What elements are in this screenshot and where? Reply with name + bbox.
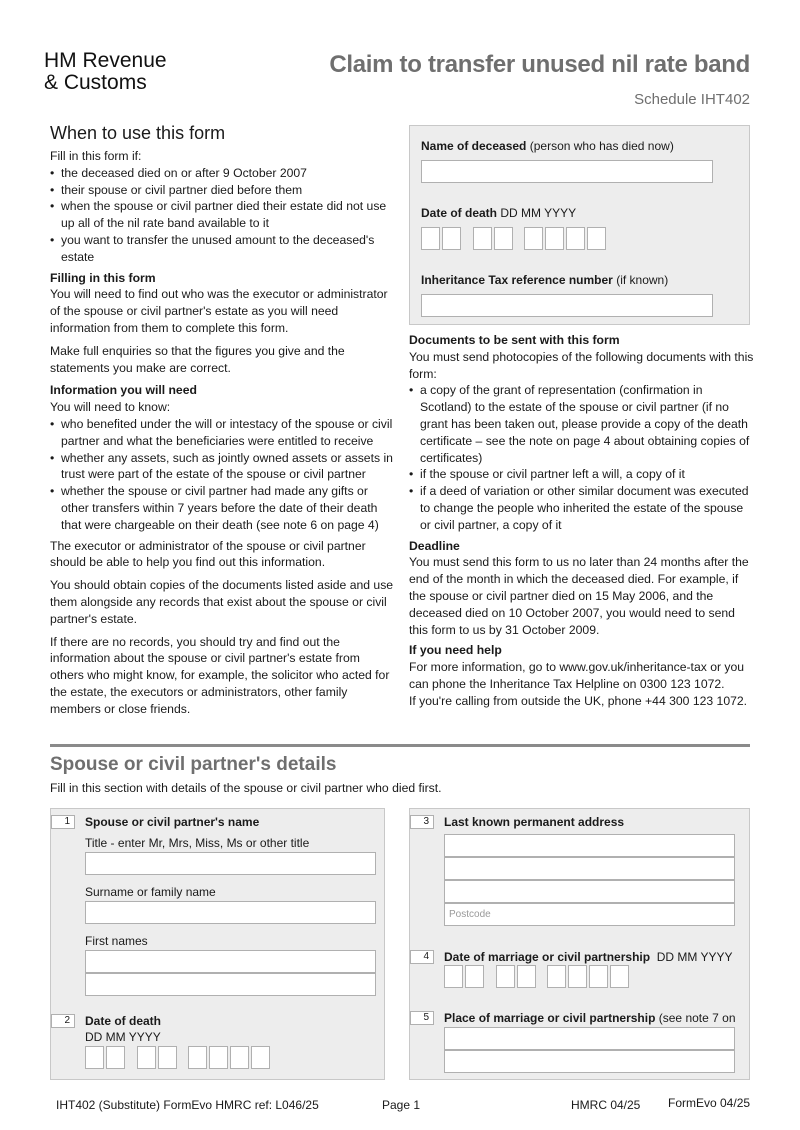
footer-page-number: Page 1 — [382, 1098, 421, 1112]
first-names-input-2[interactable] — [85, 973, 376, 996]
when-to-use-heading: When to use this form — [50, 123, 226, 143]
day-digit-1[interactable] — [85, 1046, 104, 1069]
info-heading: Information you will need — [50, 383, 197, 398]
year-digit-1[interactable] — [524, 227, 543, 250]
year-digit-4[interactable] — [610, 965, 629, 988]
q1-number: 1 — [51, 815, 75, 829]
month-digit-2[interactable] — [158, 1046, 177, 1069]
deceased-details-box — [409, 125, 750, 325]
q3-label: Last known permanent address — [444, 815, 625, 829]
address-line-2[interactable] — [444, 857, 735, 880]
address-line-1[interactable] — [444, 834, 735, 857]
postcode-input[interactable]: Postcode — [444, 903, 735, 926]
name-label-text: Name of deceased — [421, 139, 527, 153]
day-digit-2[interactable] — [465, 965, 484, 988]
day-digit-1[interactable] — [444, 965, 463, 988]
marriage-place-input-2[interactable] — [444, 1050, 735, 1073]
spouse-section-heading: Spouse or civil partner's details — [50, 754, 337, 775]
deceased-name-label — [421, 138, 674, 155]
deceased-dod-label — [421, 205, 576, 222]
hmrc-logo — [44, 50, 167, 94]
filling-para-2: Make full enquiries so that the figures you give and the statements you make are correct. — [50, 343, 345, 375]
list-item: • you want to transfer the unused amount to the deceased's estate — [50, 232, 395, 266]
year-digit-3[interactable] — [589, 965, 608, 988]
q5-number: 5 — [410, 1011, 434, 1025]
month-digit-1[interactable] — [496, 965, 515, 988]
title-label: Title - enter Mr, Mrs, Miss, Ms or other title — [85, 836, 310, 850]
help-para-overseas: If you're calling from outside the UK, phone +44 300 123 1072. — [409, 693, 748, 708]
iht-ref-label — [421, 272, 668, 289]
name-label-hint: (person who has died now) — [529, 139, 674, 153]
info-intro: You will need to know: — [50, 400, 171, 415]
year-digit-1[interactable] — [188, 1046, 207, 1069]
dod-label-hint: DD MM YYYY — [500, 206, 577, 220]
day-digit-2[interactable] — [442, 227, 461, 250]
list-item: • when the spouse or civil partner died their estate did not use up all of the nil rate band available to it — [50, 198, 395, 232]
info-bullets — [50, 416, 395, 534]
filling-heading: Filling in this form — [50, 270, 156, 285]
filling-para-1: You will need to find out who was the executor or administrator of the spouse or civil partner's estate as you will need information from them to complete this form. — [50, 287, 388, 335]
spouse-left-panel — [50, 808, 385, 1080]
year-digit-4[interactable] — [251, 1046, 270, 1069]
q3-number: 3 — [410, 815, 434, 829]
q4-number: 4 — [410, 950, 434, 964]
first-names-label: First names — [85, 934, 148, 948]
list-item: • if the spouse or civil partner left a will, a copy of it — [409, 466, 754, 483]
list-item: • the deceased died on or after 9 October 2007 — [50, 165, 395, 182]
deceased-dod-input — [421, 227, 621, 252]
logo-line-2: & Customs — [44, 71, 147, 94]
exec-para: The executor or administrator of the spouse or civil partner should be able to help you find out this information. — [50, 538, 366, 570]
q4-hint: DD MM YYYY — [656, 950, 733, 964]
marriage-place-input-1[interactable] — [444, 1027, 735, 1050]
footer-hmrc-version: HMRC 04/25 — [571, 1098, 641, 1112]
q4-label — [444, 949, 733, 966]
day-digit-2[interactable] — [106, 1046, 125, 1069]
year-digit-4[interactable] — [587, 227, 606, 250]
list-item: • their spouse or civil partner died before them — [50, 182, 395, 199]
year-digit-2[interactable] — [209, 1046, 228, 1069]
year-digit-3[interactable] — [230, 1046, 249, 1069]
copies-para: You should obtain copies of the documents listed aside and use them alongside any records that exist about the spouse or civil partner's estate. — [50, 578, 394, 626]
title-input[interactable] — [85, 852, 376, 875]
q5-label-text: Place of marriage or civil partnership — [444, 1011, 656, 1025]
logo-line-1: HM Revenue — [44, 49, 167, 72]
address-line-3[interactable] — [444, 880, 735, 903]
list-item: • whether the spouse or civil partner had made any gifts or other transfers within 7 years before the date of their death that were chargeable on their death (see note 6 on page 4) — [50, 483, 395, 533]
list-item: • if a deed of variation or other similar document was executed to change the people who inherited the estate of the spouse or civil partner, a copy of it — [409, 483, 754, 533]
year-digit-1[interactable] — [547, 965, 566, 988]
month-digit-2[interactable] — [517, 965, 536, 988]
documents-bullets — [409, 382, 754, 533]
q2-label: Date of death — [85, 1014, 162, 1028]
dod-label-text: Date of death — [421, 206, 498, 220]
q4-label-text: Date of marriage or civil partnership — [444, 950, 651, 964]
spouse-dod-input — [85, 1046, 285, 1071]
form-title: Claim to transfer unused nil rate band — [329, 51, 750, 78]
ref-label-hint: (if known) — [616, 273, 669, 287]
spouse-section-intro: Fill in this section with details of the spouse or civil partner who died first. — [50, 781, 442, 795]
deadline-heading: Deadline — [409, 538, 460, 553]
day-digit-1[interactable] — [421, 227, 440, 250]
right-column — [409, 332, 754, 710]
section-divider — [50, 744, 750, 747]
documents-intro: You must send photocopies of the following documents with this form: — [409, 349, 754, 381]
list-item: • a copy of the grant of representation (confirmation in Scotland) to the estate of the spouse or civil partner (if no grant has been taken out, please provide a copy of the death certificate – see the note on page 4 about obtaining copies of certificates) — [409, 382, 754, 466]
marriage-date-input — [444, 965, 644, 990]
month-digit-2[interactable] — [494, 227, 513, 250]
q2-number: 2 — [51, 1014, 75, 1028]
q5-hint: (see note 7 on — [658, 1011, 736, 1025]
q2-hint: DD MM YYYY — [85, 1030, 161, 1044]
iht-ref-input[interactable] — [421, 294, 713, 317]
month-digit-1[interactable] — [137, 1046, 156, 1069]
year-digit-2[interactable] — [568, 965, 587, 988]
ref-label-text: Inheritance Tax reference number — [421, 273, 613, 287]
when-bullets — [50, 165, 395, 266]
deadline-para: You must send this form to us no later than 24 months after the end of the month in which the deceased died. For example, if the spouse or civil partner died on 15 May 2006, and the deceased died on 10 October 2007, you would need to send this form to us by 31 October 2009. — [409, 555, 749, 637]
year-digit-3[interactable] — [566, 227, 585, 250]
surname-label: Surname or family name — [85, 885, 216, 899]
help-para: For more information, go to www.gov.uk/inheritance-tax or you can phone the Inheritance Tax Helpline on 0300 123 1072. — [409, 660, 745, 691]
list-item: • whether any assets, such as jointly owned assets or assets in trust were part of the estate of the spouse or civil partner — [50, 450, 395, 484]
month-digit-1[interactable] — [473, 227, 492, 250]
spouse-right-panel — [409, 808, 750, 1080]
help-heading: If you need help — [409, 643, 502, 658]
year-digit-2[interactable] — [545, 227, 564, 250]
documents-heading: Documents to be sent with this form — [409, 333, 620, 347]
footer-form-ref: IHT402 (Substitute) FormEvo HMRC ref: L046/25 — [56, 1098, 319, 1112]
deceased-name-input[interactable] — [421, 160, 713, 183]
list-item: • who benefited under the will or intestacy of the spouse or civil partner and what the beneficiaries were entitled to receive — [50, 416, 395, 450]
when-intro: Fill in this form if: — [50, 149, 142, 163]
schedule-label: Schedule IHT402 — [634, 91, 750, 108]
left-column — [50, 148, 395, 724]
first-names-input-1[interactable] — [85, 950, 376, 973]
q1-label: Spouse or civil partner's name — [85, 815, 260, 829]
footer-formevo-version: FormEvo 04/25 — [668, 1096, 751, 1110]
records-para: If there are no records, you should try and find out the information about the spouse or civil partner's estate from others who might know, for example, the solicitor who acted for the estate, the executors or administrators, other family members or close friends. — [50, 634, 390, 716]
surname-input[interactable] — [85, 901, 376, 924]
